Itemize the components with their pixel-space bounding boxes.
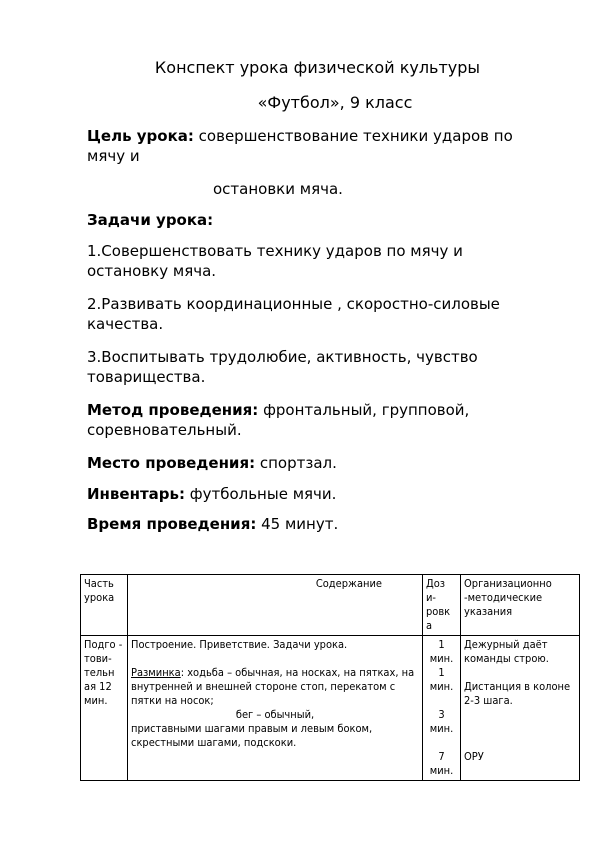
content-intro: Построение. Приветствие. Задачи урока.	[131, 638, 348, 651]
goal-label: Цель урока:	[87, 127, 194, 145]
goal-paragraph	[87, 126, 537, 166]
place-label: Место проведения:	[87, 454, 256, 472]
table-header-row	[81, 575, 580, 636]
note-2: Дистанция в колоне 2-3 шага.	[464, 680, 571, 707]
task-1: 1.Совершенствовать технику ударов по мячу и остановку мяча.	[87, 242, 463, 280]
time-paragraph	[87, 514, 537, 534]
table-row	[81, 636, 580, 781]
page-title: Конспект урока физической культуры	[154, 58, 481, 77]
cell-content	[128, 636, 423, 781]
page-subtitle: «Футбол», 9 класс	[257, 93, 413, 112]
inventory-text: футбольные мячи.	[184, 485, 337, 503]
goal-text-continued: остановки мяча.	[213, 180, 343, 198]
place-text: спортзал.	[255, 454, 337, 472]
cell-part: Подго - тови-тельн ая 12 мин.	[81, 636, 128, 781]
lesson-table	[80, 574, 580, 781]
dose-2: 1 мин.	[429, 666, 454, 693]
dose-4: 7 мин.	[429, 750, 454, 777]
time-label: Время проведения:	[87, 515, 257, 533]
inventory-paragraph	[87, 484, 537, 504]
warmup-label: Разминка	[131, 666, 181, 679]
cell-dose	[423, 636, 461, 781]
time-text: 45 минут.	[256, 515, 339, 533]
method-text: фронтальный, групповой, соревновательный.	[87, 401, 470, 439]
dose-3: 3 мин.	[429, 708, 454, 735]
method-paragraph	[87, 400, 537, 440]
dose-1: 1 мин.	[429, 638, 454, 665]
header-content: Содержание	[128, 575, 423, 636]
place-paragraph	[87, 453, 537, 473]
note-3: ОРУ	[464, 750, 484, 763]
run-text: приставными шагами правым и левым боком, скрестными шагами, подскоки.	[131, 722, 373, 749]
warmup-text: : ходьба – обычная, на носках, на пятках, на внутренней и внешней стороне стоп, перекатом с пятки на носок;	[131, 666, 415, 707]
header-dose: Доз и-ровк а	[423, 575, 461, 636]
task-3: 3.Воспитывать трудолюбие, активность, чувство товарищества.	[87, 348, 478, 386]
inventory-label: Инвентарь:	[87, 485, 185, 503]
task-2: 2.Развивать координационные , скоростно-силовые качества.	[87, 295, 500, 333]
method-label: Метод проведения:	[87, 401, 259, 419]
tasks-label: Задачи урока:	[87, 211, 214, 229]
note-1: Дежурный даёт команды строю.	[464, 638, 549, 665]
goal-text: совершенствование техники ударов по мячу и	[87, 127, 513, 165]
lesson-table-wrap	[80, 574, 571, 781]
run-line: бег – обычный,	[235, 708, 315, 721]
header-part: Часть урока	[81, 575, 128, 636]
header-notes: Организационно -методические указания	[461, 575, 580, 636]
cell-notes	[461, 636, 580, 781]
